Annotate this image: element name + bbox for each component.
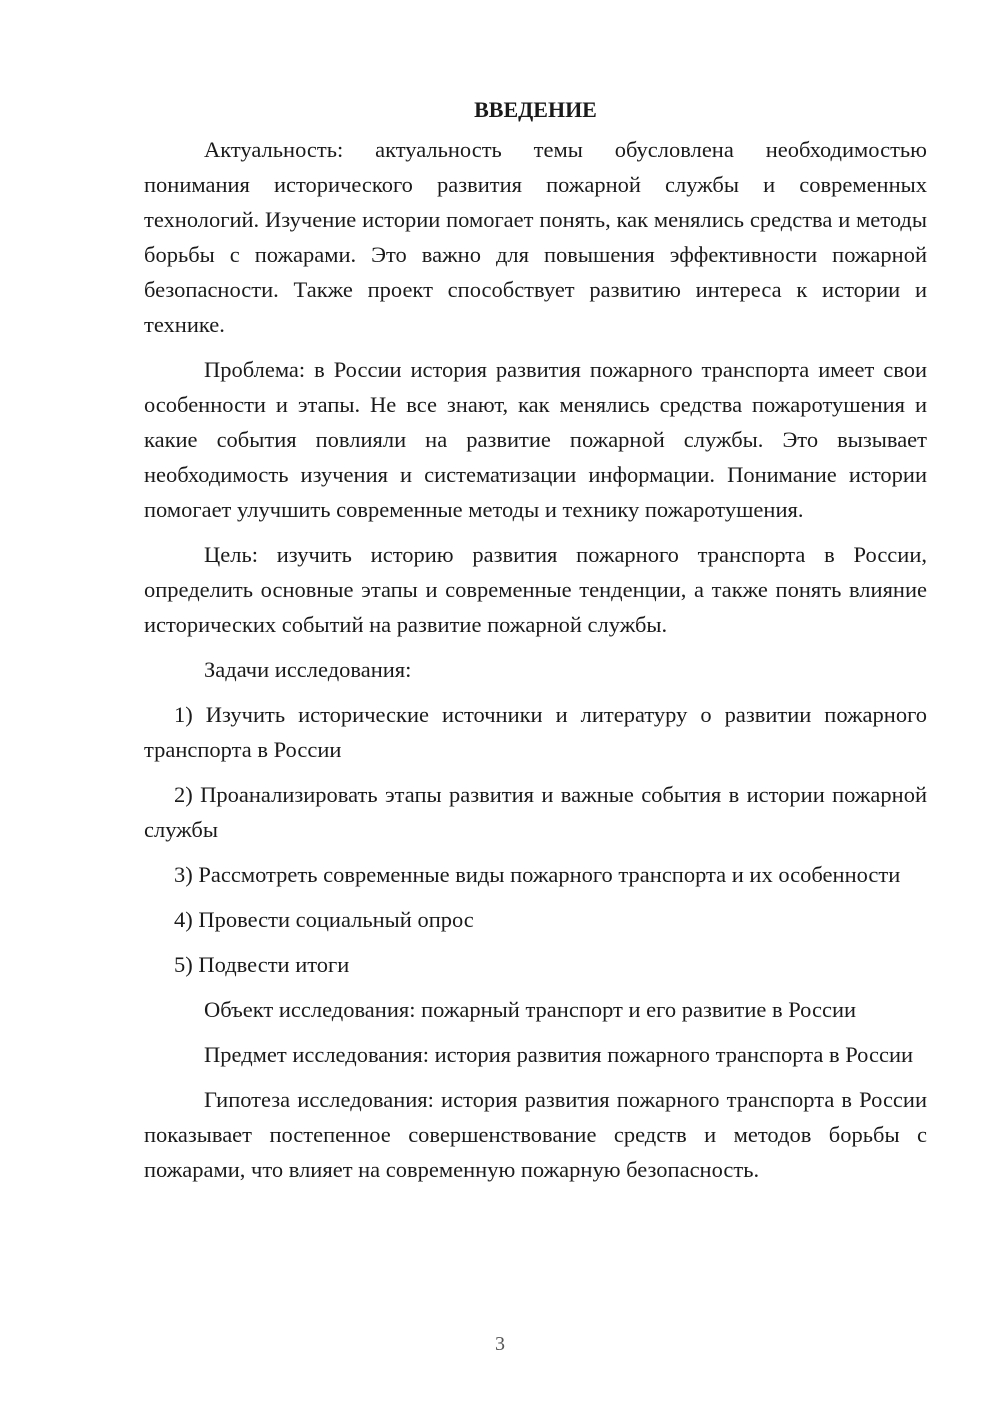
paragraph-relevance: Актуальность: актуальность темы обусловлена необходимостью понимания исторического развития пожарной службы и современных технологий. Изучение истории помогает понять, как менялись средства и методы борьбы с пожарами. Это важно для повышения эффективности пожарной безопасности. Также проект способствует развитию интереса к истории и технике. [144, 137, 927, 337]
paragraph-subject: Предмет исследования: история развития пожарного транспорта в России [204, 1042, 914, 1067]
task-item-2: 2) Проанализировать этапы развития и важные события в истории пожарной службы [144, 782, 927, 842]
task-item-5: 5) Подвести итоги [174, 952, 350, 977]
task-item-3: 3) Рассмотреть современные виды пожарного транспорта и их особенности [174, 862, 901, 887]
document-page [144, 92, 927, 1197]
page-title: ВВЕДЕНИЕ [474, 97, 597, 122]
paragraph-object: Объект исследования: пожарный транспорт и его развитие в России [204, 997, 857, 1022]
paragraph-tasks-heading: Задачи исследования: [204, 657, 412, 682]
paragraph-hypothesis: Гипотеза исследования: история развития пожарного транспорта в России показывает постепенное совершенствование средств и методов борьбы с пожарами, что влияет на современную пожарную безопасность. [144, 1087, 927, 1182]
page-number: 3 [495, 1333, 505, 1355]
paragraph-goal: Цель: изучить историю развития пожарного транспорта в России, определить основные этапы и современные тенденции, а также понять влияние исторических событий на развитие пожарной службы. [144, 542, 927, 637]
paragraph-problem: Проблема: в России история развития пожарного транспорта имеет свои особенности и этапы. Не все знают, как менялись средства пожаротушения и какие события повлияли на развитие пожарной службы. Это вызывает необходимость изучения и систематизации информации. Понимание истории помогает улучшить современные методы и технику пожаротушения. [144, 357, 927, 522]
task-item-4: 4) Провести социальный опрос [174, 907, 474, 932]
task-item-1: 1) Изучить исторические источники и литературу о развитии пожарного транспорта в России [144, 702, 927, 762]
